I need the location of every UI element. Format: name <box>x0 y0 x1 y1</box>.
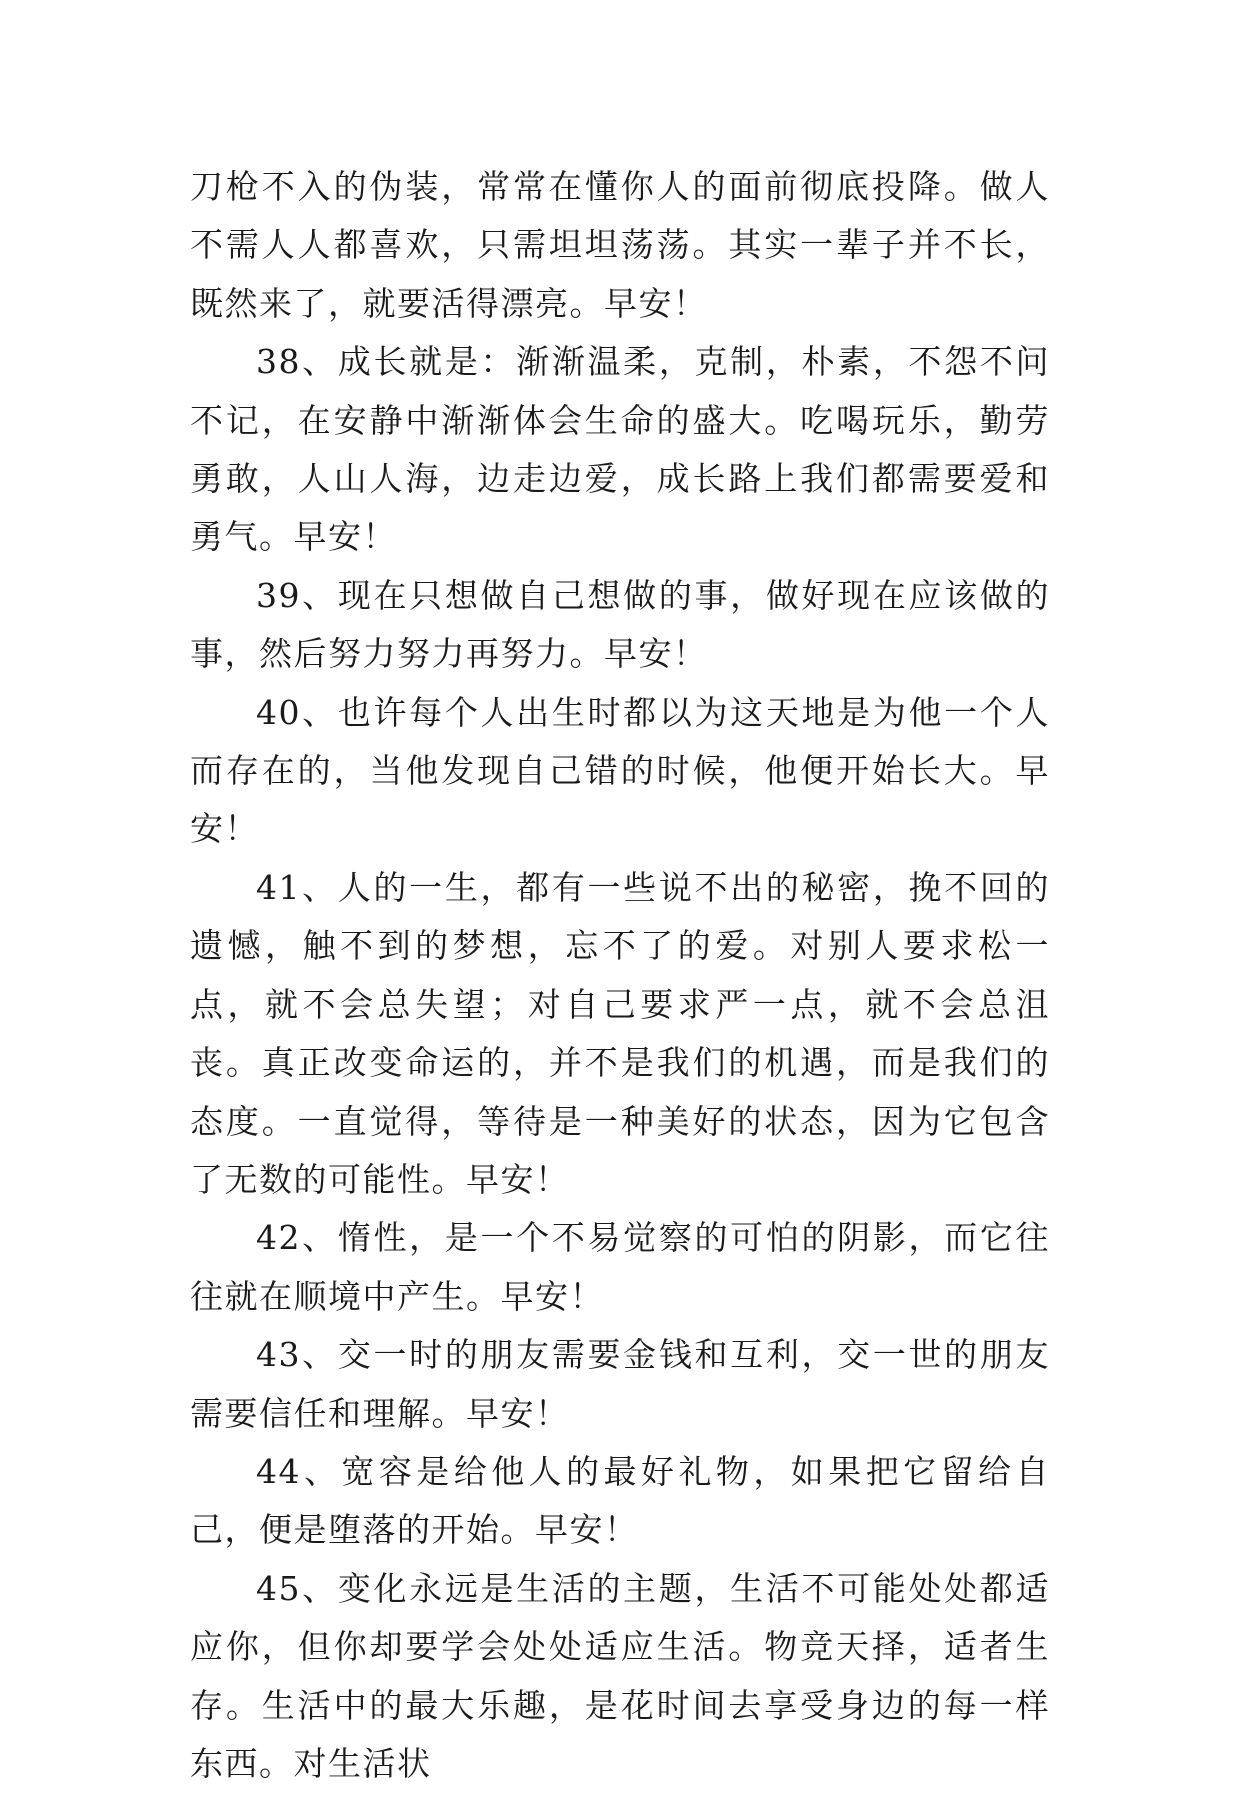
paragraph-40: 40、也许每个人出生时都以为这天地是为他一个人而存在的，当他发现自己错的时候，他便开始长大。早安！ <box>190 692 1050 849</box>
paragraph-41: 41、人的一生，都有一些说不出的秘密，挽不回的遗憾，触不到的梦想，忘不了的爱。对别人要求松一点，就不会总失望；对自己要求严一点，就不会总沮丧。真正改变命运的，并不是我们的机遇，而是我们的态度。一直觉得，等待是一种美好的状态，因为它包含了无数的可能性。早安！ <box>190 867 1050 1199</box>
document-body <box>190 158 1050 1793</box>
paragraph-continued: 刀枪不入的伪装，常常在懂你人的面前彻底投降。做人不需人人都喜欢，只需坦坦荡荡。其实一辈子并不长，既然来了，就要活得漂亮。早安！ <box>190 167 1050 323</box>
paragraph-44: 44、宽容是给他人的最好礼物，如果把它留给自己，便是堕落的开始。早安！ <box>190 1451 1050 1550</box>
paragraph-45: 45、变化永远是生活的主题，生活不可能处处都适应你，但你却要学会处处适应生活。物竞天择，适者生存。生活中的最大乐趣，是花时间去享受身边的每一样东西。对生活状 <box>190 1568 1050 1783</box>
paragraph-42: 42、惰性，是一个不易觉察的可怕的阴影，而它往往就在顺境中产生。早安！ <box>190 1218 1050 1316</box>
paragraph-43: 43、交一时的朋友需要金钱和互利，交一世的朋友需要信任和理解。早安！ <box>190 1335 1050 1433</box>
paragraph-38: 38、成长就是：渐渐温柔，克制，朴素，不怨不问不记，在安静中渐渐体会生命的盛大。吃喝玩乐，勤劳勇敢，人山人海，边走边爱，成长路上我们都需要爱和勇气。早安！ <box>190 342 1050 557</box>
paragraph-39: 39、现在只想做自己想做的事，做好现在应该做的事，然后努力努力再努力。早安！ <box>190 575 1050 674</box>
